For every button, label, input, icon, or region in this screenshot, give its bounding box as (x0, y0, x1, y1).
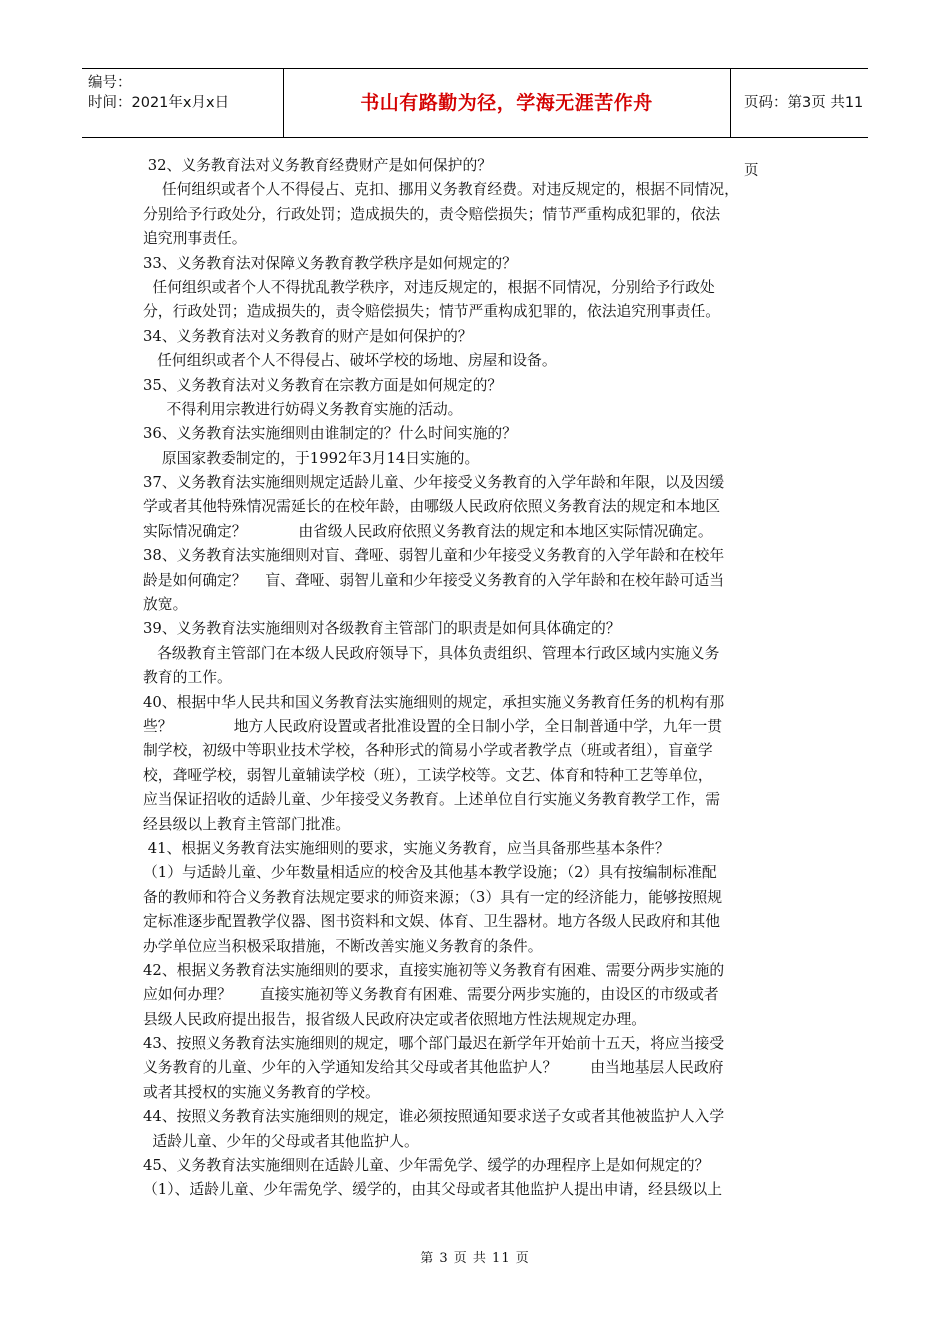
text-line: 县级人民政府提出报告，报省级人民政府决定或者依照地方性法规规定办理。 (143, 1010, 647, 1028)
page-footer: 第 3 页 共 11 页 (420, 1251, 530, 1266)
text-line: 任何组织或者个人不得扰乱教学秩序，对违反规定的，根据不同情况，分别给予行政处 (143, 278, 715, 296)
text-line: 不得利用宗教进行妨碍义务教育实施的活动。 (143, 400, 463, 418)
text-line: 学或者其他特殊情况需延长的在校年龄，由哪级人民政府依照义务教育法的规定和本地区 (143, 498, 721, 516)
text-line: 些？ 地方人民政府设置或者批准设置的全日制小学，全日制普通中学，九年一贯 (143, 717, 723, 735)
text-line: 任何组织或者个人不得侵占、克扣、挪用义务教育经费。对违反规定的，根据不同情况， (143, 181, 739, 199)
text-line: 42、根据义务教育法实施细则的要求，直接实施初等义务教育有困难、需要分两步实施的 (143, 961, 725, 979)
text-line: 制学校，初级中等职业技术学校，各种形式的简易小学或者教学点（班或者组），盲童学 (143, 742, 713, 760)
text-line: 义务教育的儿童、少年的入学通知发给其父母或者其他监护人？ 由当地基层人民政府 (143, 1059, 724, 1077)
header-meta-cell (82, 69, 284, 137)
text-line: 44、按照义务教育法实施细则的规定，谁必须按照通知要求送子女或者其他被监护人入学 (143, 1108, 725, 1126)
text-line: 33、义务教育法对保障义务教育教学秩序是如何规定的？ (143, 254, 517, 272)
serial-number-label: 编号： (88, 75, 132, 91)
text-line: 或者其授权的实施义务教育的学校。 (143, 1083, 380, 1101)
text-line: 经县级以上教育主管部门批准。 (143, 815, 351, 833)
text-line: （1）与适龄儿童、少年数量相适应的校舍及其他基本教学设施；（2）具有按编制标准配 (143, 864, 717, 882)
text-line: 41、根据义务教育法实施细则的要求，实施义务教育，应当具备那些基本条件？ (143, 839, 670, 857)
text-line: 38、义务教育法实施细则对盲、聋哑、弱智儿童和少年接受义务教育的入学年龄和在校年 (143, 547, 725, 565)
text-line: 办学单位应当积极采取措施，不断改善实施义务教育的条件。 (143, 937, 543, 955)
text-line: 分别给予行政处分，行政处罚；造成损失的，责令赔偿损失；情节严重构成犯罪的，依法 (143, 205, 721, 223)
text-line: 原国家教委制定的，于1992年3月14日实施的。 (143, 449, 480, 467)
text-line: 39、义务教育法实施细则对各级教育主管部门的职责是如何具体确定的？ (143, 620, 621, 638)
text-line: 43、按照义务教育法实施细则的规定，哪个部门最迟在新学年开始前十五天，将应当接受 (143, 1035, 725, 1053)
text-line: 分，行政处罚；造成损失的，责令赔偿损失；情节严重构成犯罪的，依法追究刑事责任。 (143, 303, 721, 321)
text-line: 各级教育主管部门在本级人民政府领导下，具体负责组织、管理本行政区域内实施义务 (143, 644, 720, 662)
text-line: 34、义务教育法对义务教育的财产是如何保护的？ (143, 327, 473, 345)
text-line: 定标准逐步配置教学仪器、图书资料和文娱、体育、卫生器材。地方各级人民政府和其他 (143, 913, 721, 931)
text-line: 教育的工作。 (143, 669, 232, 687)
text-line: 任何组织或者个人不得侵占、破坏学校的场地、房屋和设备。 (143, 352, 557, 370)
text-line: 应当保证招收的适龄儿童、少年接受义务教育。上述单位自行实施义务教育教学工作，需 (143, 791, 721, 809)
document-body (143, 154, 813, 1203)
text-line: 校，聋哑学校，弱智儿童辅读学校（班），工读学校等。文艺、体育和特种工艺等单位， (143, 766, 713, 784)
text-line: 追究刑事责任。 (143, 230, 247, 248)
text-line: 放宽。 (143, 596, 188, 614)
text-line: 龄是如何确定？ 盲、聋哑、弱智儿童和少年接受义务教育的入学年龄和在校年龄可适当 (143, 571, 725, 589)
motto: 书山有路勤为径，学海无涯苦作舟 (360, 92, 653, 114)
text-line: 37、义务教育法实施细则规定适龄儿童、少年接受义务教育的入学年龄和年限，以及因缓 (143, 474, 725, 492)
text-line: 45、义务教育法实施细则在适龄儿童、少年需免学、缓学的办理程序上是如何规定的？ (143, 1157, 710, 1175)
date-label: 时间：2021年x月x日 (88, 95, 230, 111)
header-page-cell (730, 69, 868, 179)
text-line: 32、义务教育法对义务教育经费财产是如何保护的？ (143, 157, 493, 174)
text-line: 36、义务教育法实施细则由谁制定的？什么时间实施的？ (143, 425, 517, 443)
text-line: 40、根据中华人民共和国义务教育法实施细则的规定，承担实施义务教育任务的机构有那 (143, 693, 725, 711)
text-line: 应如何办理？ 直接实施初等义务教育有困难、需要分两步实施的，由设区的市级或者 (143, 986, 719, 1004)
text-line: 35、义务教育法对义务教育在宗教方面是如何规定的？ (143, 376, 503, 394)
text-line: 适龄儿童、少年的父母或者其他监护人。 (143, 1132, 419, 1150)
header-motto-cell (283, 69, 731, 137)
text-line: 备的教师和符合义务教育法规定要求的师资来源；（3）具有一定的经济能力，能够按照规 (143, 888, 723, 906)
text-line: （1）、适龄儿童、少年需免学、缓学的，由其父母或者其他监护人提出申请，经县级以上 (143, 1181, 723, 1199)
text-line: 实际情况确定？ 由省级人民政府依照义务教育法的规定和本地区实际情况确定。 (143, 522, 713, 540)
page-info: 页码：第3页 共11页 (744, 95, 864, 179)
